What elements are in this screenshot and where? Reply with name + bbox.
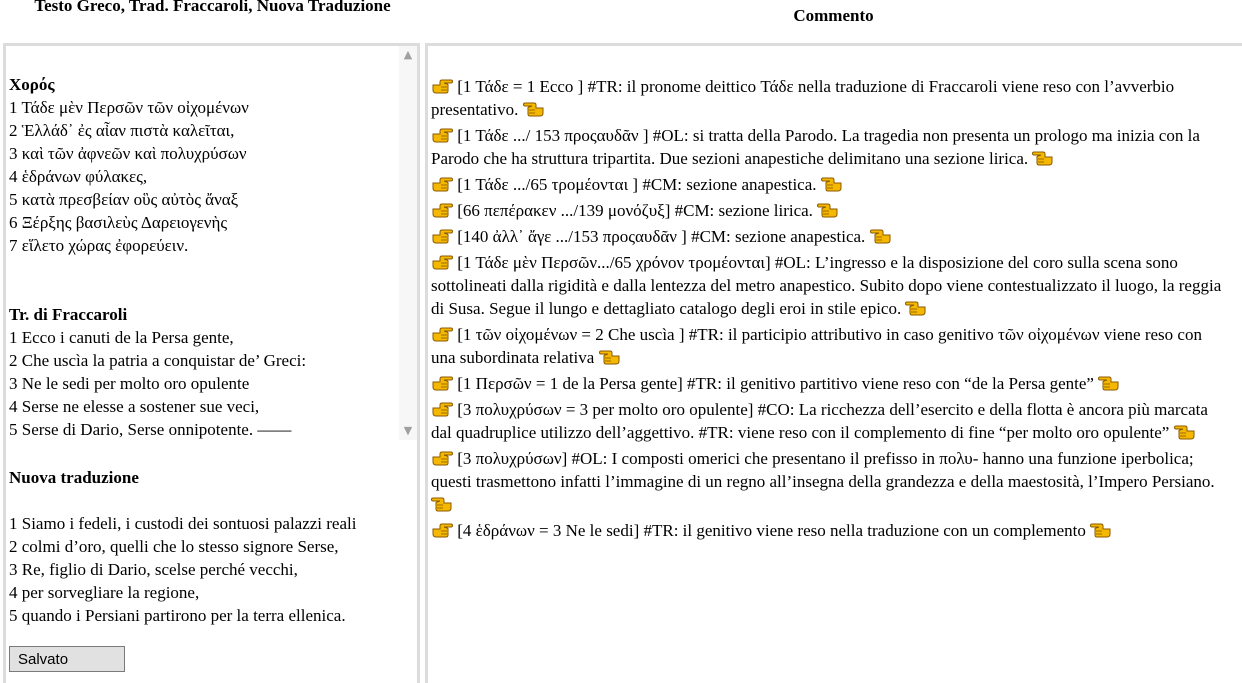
scrollable-text-box[interactable] xyxy=(6,46,420,443)
new-translation-line: 4 per sorvegliare la regione, xyxy=(9,583,200,602)
comment-entry xyxy=(431,447,1229,516)
greek-line: 2 Ἑλλάδ᾽ ἐς αἶαν πιστὰ καλεῖται, xyxy=(9,121,235,140)
comment-text: [4 ἑδράνων = 3 Ne le sedi] #TR: il genitivo viene reso nella traduzione con un complemento xyxy=(457,521,1086,540)
new-translation-line: 5 quando i Persiani partirono per la terra ellenica. xyxy=(9,606,346,625)
comment-text: [1 Τάδε .../ 153 προςαυδᾶν ] #OL: si tratta della Parodo. La tragedia non presenta un prologo ma inizia con la Parodo che ha struttura tripartita. Due sezioni anapestiche delimitano una sezione lirica. xyxy=(431,126,1200,168)
greek-line: 5 κατὰ πρεσβείαν οὓς αὐτὸς ἄναξ xyxy=(9,190,239,209)
left-column-header: Testo Greco, Trad. Fraccaroli, Nuova Traduzione xyxy=(34,0,391,15)
comment-entry xyxy=(431,225,1229,248)
pointing-hand-right-icon[interactable] xyxy=(431,79,453,94)
text-panel xyxy=(3,43,420,683)
pointing-hand-left-icon[interactable] xyxy=(821,177,843,192)
comment-entry xyxy=(431,323,1229,369)
comment-entry xyxy=(431,372,1229,395)
fraccaroli-line: 3 Ne le sedi per molto oro opulente xyxy=(9,374,250,393)
right-column-header: Commento xyxy=(793,6,874,25)
new-translation-line: 1 Siamo i fedeli, i custodi dei sontuosi palazzi reali xyxy=(9,514,357,533)
pointing-hand-right-icon[interactable] xyxy=(431,402,453,417)
comment-text: [1 Τάδε .../65 τρομέονται ] #CM: sezione anapestica. xyxy=(457,175,817,194)
pointing-hand-left-icon[interactable] xyxy=(523,102,545,117)
comment-entry xyxy=(431,173,1229,196)
pointing-hand-right-icon[interactable] xyxy=(431,229,453,244)
pointing-hand-left-icon[interactable] xyxy=(1090,523,1112,538)
fraccaroli-section-title: Tr. di Fraccaroli xyxy=(9,305,128,324)
comment-text: [1 Περσῶν = 1 de la Persa gente] #TR: il genitivo partitivo viene reso con “de la Persa gente” xyxy=(457,374,1094,393)
pointing-hand-left-icon[interactable] xyxy=(1032,151,1054,166)
comment-entry xyxy=(431,124,1229,170)
comment-entry xyxy=(431,75,1229,121)
scrollable-text-content xyxy=(9,73,404,441)
pointing-hand-left-icon[interactable] xyxy=(817,203,839,218)
save-button[interactable]: Salvato xyxy=(9,646,125,672)
comment-text: [3 πολυχρύσων = 3 per molto oro opulente] #CO: La ricchezza dell’esercito e della flotta è ancora più marcata dal quadruplice utilizzo dell’aggettivo. #TR: viene reso con il complemento di fine “per molto oro opulente” xyxy=(431,400,1208,442)
fraccaroli-line: 2 Che uscìa la patria a conquistar de’ Greci: xyxy=(9,351,307,370)
pointing-hand-right-icon[interactable] xyxy=(431,128,453,143)
pointing-hand-right-icon[interactable] xyxy=(431,376,453,391)
greek-line: 6 Ξέρξης βασιλεὺς Δαρειογενὴς xyxy=(9,213,228,232)
scroll-down-arrow-icon[interactable]: ▼ xyxy=(403,424,413,437)
comment-entry xyxy=(431,251,1229,320)
greek-line: 4 ἑδράνων φύλακες, xyxy=(9,167,148,186)
greek-line: 1 Τάδε μὲν Περσῶν τῶν οἰχομένων xyxy=(9,98,249,117)
comment-entry xyxy=(431,398,1229,444)
pointing-hand-right-icon[interactable] xyxy=(431,203,453,218)
pointing-hand-left-icon[interactable] xyxy=(1174,425,1196,440)
comment-text: [1 Τάδε μὲν Περσῶν.../65 χρόνον τρομέονται] #OL: L’ingresso e la disposizione del coro sulla scena sono sottolineati dalla rigidità e dalla lentezza del metro anapestico. Subito dopo viene contestualizzato il luogo, la reggia di Susa. Segue il lungo e dettagliato catalogo degli eroi in stile epico. xyxy=(431,253,1222,318)
new-translation-line: 2 colmi d’oro, quelli che lo stesso signore Serse, xyxy=(9,537,339,556)
pointing-hand-right-icon[interactable] xyxy=(431,451,453,466)
fraccaroli-line: 4 Serse ne elesse a sostener sue veci, xyxy=(9,397,260,416)
comment-entry xyxy=(431,519,1229,542)
comment-list xyxy=(431,75,1229,545)
pointing-hand-left-icon[interactable] xyxy=(1098,376,1120,391)
comment-text: [1 τῶν οἰχομένων = 2 Che uscìa ] #TR: il participio attributivo in caso genitivo τῶν οἰχομένων viene reso con una subordinata relativa xyxy=(431,325,1202,367)
comment-text: [66 πεπέρακεν .../139 μονόζυξ] #CM: sezione lirica. xyxy=(457,201,813,220)
new-translation-section xyxy=(9,466,419,627)
comment-entry xyxy=(431,199,1229,222)
comment-text: [140 ἀλλ᾽ ἄγε .../153 προςαυδᾶν ] #CM: sezione anapestica. xyxy=(457,227,866,246)
fraccaroli-line: 5 Serse di Dario, Serse onnipotente. —— xyxy=(9,420,292,439)
comment-text: [1 Τάδε = 1 Ecco ] #TR: il pronome deittico Τάδε nella traduzione di Fraccaroli viene reso con l’avverbio presentativo. xyxy=(431,77,1175,119)
new-translation-line: 3 Re, figlio di Dario, scelse perché vecchi, xyxy=(9,560,298,579)
greek-section-title: Χορός xyxy=(9,75,55,94)
pointing-hand-right-icon[interactable] xyxy=(431,177,453,192)
vertical-scrollbar[interactable] xyxy=(399,46,417,440)
greek-line: 3 καὶ τῶν ἀφνεῶν καὶ πολυχρύσων xyxy=(9,144,247,163)
comment-panel xyxy=(425,43,1242,683)
pointing-hand-left-icon[interactable] xyxy=(599,350,621,365)
pointing-hand-left-icon[interactable] xyxy=(431,497,453,512)
pointing-hand-left-icon[interactable] xyxy=(870,229,892,244)
pointing-hand-right-icon[interactable] xyxy=(431,255,453,270)
fraccaroli-line: 1 Ecco i canuti de la Persa gente, xyxy=(9,328,234,347)
pointing-hand-right-icon[interactable] xyxy=(431,327,453,342)
comment-text: [3 πολυχρύσων] #OL: I composti omerici che presentano il prefisso in πολυ- hanno una funzione iperbolica; questi trasmettono infatti l’immagine di un regno all’insegna della grandezza e della maestosità, l’Impero Persiano. xyxy=(431,449,1215,491)
new-translation-title: Nuova traduzione xyxy=(9,468,139,487)
scroll-up-arrow-icon[interactable]: ▲ xyxy=(403,48,413,61)
pointing-hand-left-icon[interactable] xyxy=(905,301,927,316)
pointing-hand-right-icon[interactable] xyxy=(431,523,453,538)
greek-line: 7 εἵλετο χώρας ἐφορεύειν. xyxy=(9,236,189,255)
